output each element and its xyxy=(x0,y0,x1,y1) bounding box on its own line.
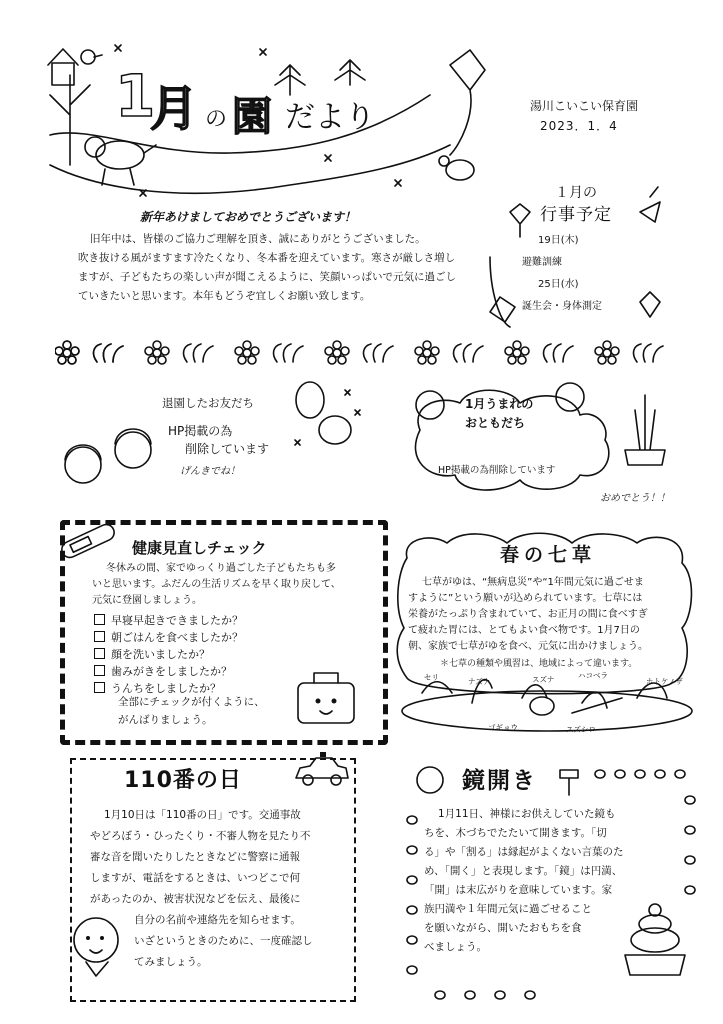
thermometer-icon xyxy=(48,515,128,565)
checkbox[interactable] xyxy=(94,682,105,693)
floral-border xyxy=(55,340,685,366)
kagami-heading: 鏡開き xyxy=(462,768,537,794)
check-label: うんちをしましたか？ xyxy=(111,682,221,695)
kagami-line: を願いながら、開いたおもちを食 xyxy=(424,922,582,934)
kagami-line: る」や「割る」は縁起がよくない言葉のた xyxy=(424,846,624,858)
health-intro-line: 元気に登園しましょう。 xyxy=(92,595,202,606)
nanakusa-line: て疲れた胃には、とてもよい食べ物です。1月7日の xyxy=(408,625,640,636)
kagami-line: 「開」は末広がりを意味しています。家 xyxy=(424,884,613,896)
health-checklist xyxy=(94,612,243,697)
police-line: いざというときのために、一度確認し xyxy=(134,935,313,947)
police-car-icon xyxy=(292,750,352,790)
kagami-line: 族円満や１年間元気に過ごせること xyxy=(424,903,592,915)
health-intro-line: 冬休みの間、家でゆっくり過ごした子どもたちも多 xyxy=(106,563,336,574)
event-name: 誕生会・身体測定 xyxy=(522,301,602,312)
health-closing-1: 全部にチェックが付くように、 xyxy=(118,696,265,708)
title-month: 月 xyxy=(150,81,199,137)
birthday-footer: おめでとう！！ xyxy=(600,493,670,504)
herb-label: ホトケノザ xyxy=(646,677,683,686)
toothbrush-kit-icon xyxy=(290,665,370,735)
title-number: 1 xyxy=(115,62,156,130)
check-label: 顔を洗いましたか？ xyxy=(111,648,210,661)
nanakusa-line: すように”という願いが込められています。七草には xyxy=(408,593,643,604)
police-line: てみましょう。 xyxy=(134,956,208,968)
herb-label: ゴギョウ xyxy=(488,723,518,732)
nanakusa-body xyxy=(408,575,693,655)
title-no: の xyxy=(205,107,228,132)
health-intro-line: いと思います。ふだんの生活リズムを早く取り戻して、 xyxy=(92,579,341,590)
health-intro xyxy=(92,561,341,609)
check-label: 朝ごはんを食べましたか？ xyxy=(111,631,243,644)
greeting-line: 吹き抜ける風がますます冷たくなり、冬本番を迎えています。寒さが厳しさ増し xyxy=(78,252,456,264)
birthday-heading-1: 1月うまれの xyxy=(465,397,534,411)
leaving-line-2: 削除しています xyxy=(185,442,270,456)
birthday-body: HP掲載の為削除しています xyxy=(438,465,556,476)
police-line: しますが、電話をするときは、いつどこで何 xyxy=(90,872,300,884)
leaving-line-1: HP掲載の為 xyxy=(168,424,233,438)
kagami-line: め、「開く」と表現します。「鏡」は円満、 xyxy=(424,865,623,877)
kagami-body xyxy=(424,805,674,957)
checkbox[interactable] xyxy=(94,665,105,676)
greeting-body xyxy=(78,230,488,306)
check-label: 歯みがきをしましたか？ xyxy=(111,665,232,678)
birthday-cloud xyxy=(400,375,690,500)
check-label: 早寝早起きできましたか？ xyxy=(111,614,243,627)
child-phone-icon xyxy=(68,910,128,980)
issue-date: 2023．1．4 xyxy=(540,119,618,133)
health-closing-2: がんばりましょう。 xyxy=(118,714,213,726)
events-list xyxy=(522,230,602,318)
checkbox[interactable] xyxy=(94,614,105,625)
leaving-heading: 退園したお友だち xyxy=(162,396,254,410)
events-heading-2: 行事予定 xyxy=(540,205,612,225)
check-item[interactable] xyxy=(94,663,243,680)
event-date: 19日(木) xyxy=(538,235,579,246)
checkbox[interactable] xyxy=(94,648,105,659)
events-heading-1: １月の xyxy=(555,185,597,201)
title-en: 園 xyxy=(232,94,272,140)
kagami-line: べましょう。 xyxy=(424,941,487,953)
greeting-line: ますが、子どもたちの楽しい声が聞こえるように、笑顔いっぱいで元気に過ごし xyxy=(78,271,456,283)
nanakusa-heading: 春の七草 xyxy=(500,544,597,566)
greeting-line: ていきたいと思います。本年もどうぞ宜しくお願い致します。 xyxy=(78,290,371,302)
police-line: 自分の名前や連絡先を知らせます。 xyxy=(134,914,301,926)
nanakusa-line: 栄養がたっぷり含まれていて、お正月の間に食べすぎ xyxy=(408,609,648,620)
herb-label: ナズナ xyxy=(468,677,491,686)
check-item[interactable] xyxy=(94,629,243,646)
police-line: 審な音を聞いたりしたときなどに警察に通報 xyxy=(90,851,300,863)
check-item[interactable] xyxy=(94,612,243,629)
leaving-footer: げんきでね！ xyxy=(180,466,240,477)
event-name: 避難訓練 xyxy=(522,257,562,268)
check-item[interactable] xyxy=(94,646,243,663)
police-heading: 110番の日 xyxy=(124,768,242,793)
kagami-line: ちを、木づちでたたいて開きます。「切 xyxy=(424,827,607,839)
title-dayori: だより xyxy=(285,100,375,135)
checkbox[interactable] xyxy=(94,631,105,642)
nanakusa-note: ＊七草の種類や風習は、地域によって違います。 xyxy=(440,659,638,669)
herb-label: スズナ xyxy=(532,675,555,684)
health-heading: 健康見直しチェック xyxy=(132,539,267,557)
greeting-heading: 新年あけましておめでとうございます！ xyxy=(140,210,357,224)
police-line: やどろぼう・ひったくり・不審人物を見たり不 xyxy=(90,830,311,842)
herb-label: ハコベラ xyxy=(578,671,608,680)
nanakusa-line: 七草がゆは、“無病息災”や“1年間元気に過ごせま xyxy=(422,577,644,588)
nanakusa-line: 朝、家族で七草がゆを食べ、元気に出かけましょう。 xyxy=(408,641,648,652)
police-line: があったのか、被害状況などを伝え、最後に xyxy=(90,893,301,905)
kagami-line: 1月11日、神様にお供えしていた鏡も xyxy=(438,808,616,820)
police-body xyxy=(90,805,355,973)
greeting-line: 旧年中は、皆様のご協力ご理解を頂き、誠にありがとうございました。 xyxy=(90,233,426,245)
org-name: 湯川こいこい保育園 xyxy=(530,99,639,113)
birthday-heading-2: おともだち xyxy=(465,416,526,430)
police-line: 1月10日は「110番の日」です。交通事故 xyxy=(104,809,301,821)
event-date: 25日(水) xyxy=(538,279,579,290)
herb-label: スズシロ xyxy=(566,725,596,734)
herb-label: セリ xyxy=(424,673,439,682)
